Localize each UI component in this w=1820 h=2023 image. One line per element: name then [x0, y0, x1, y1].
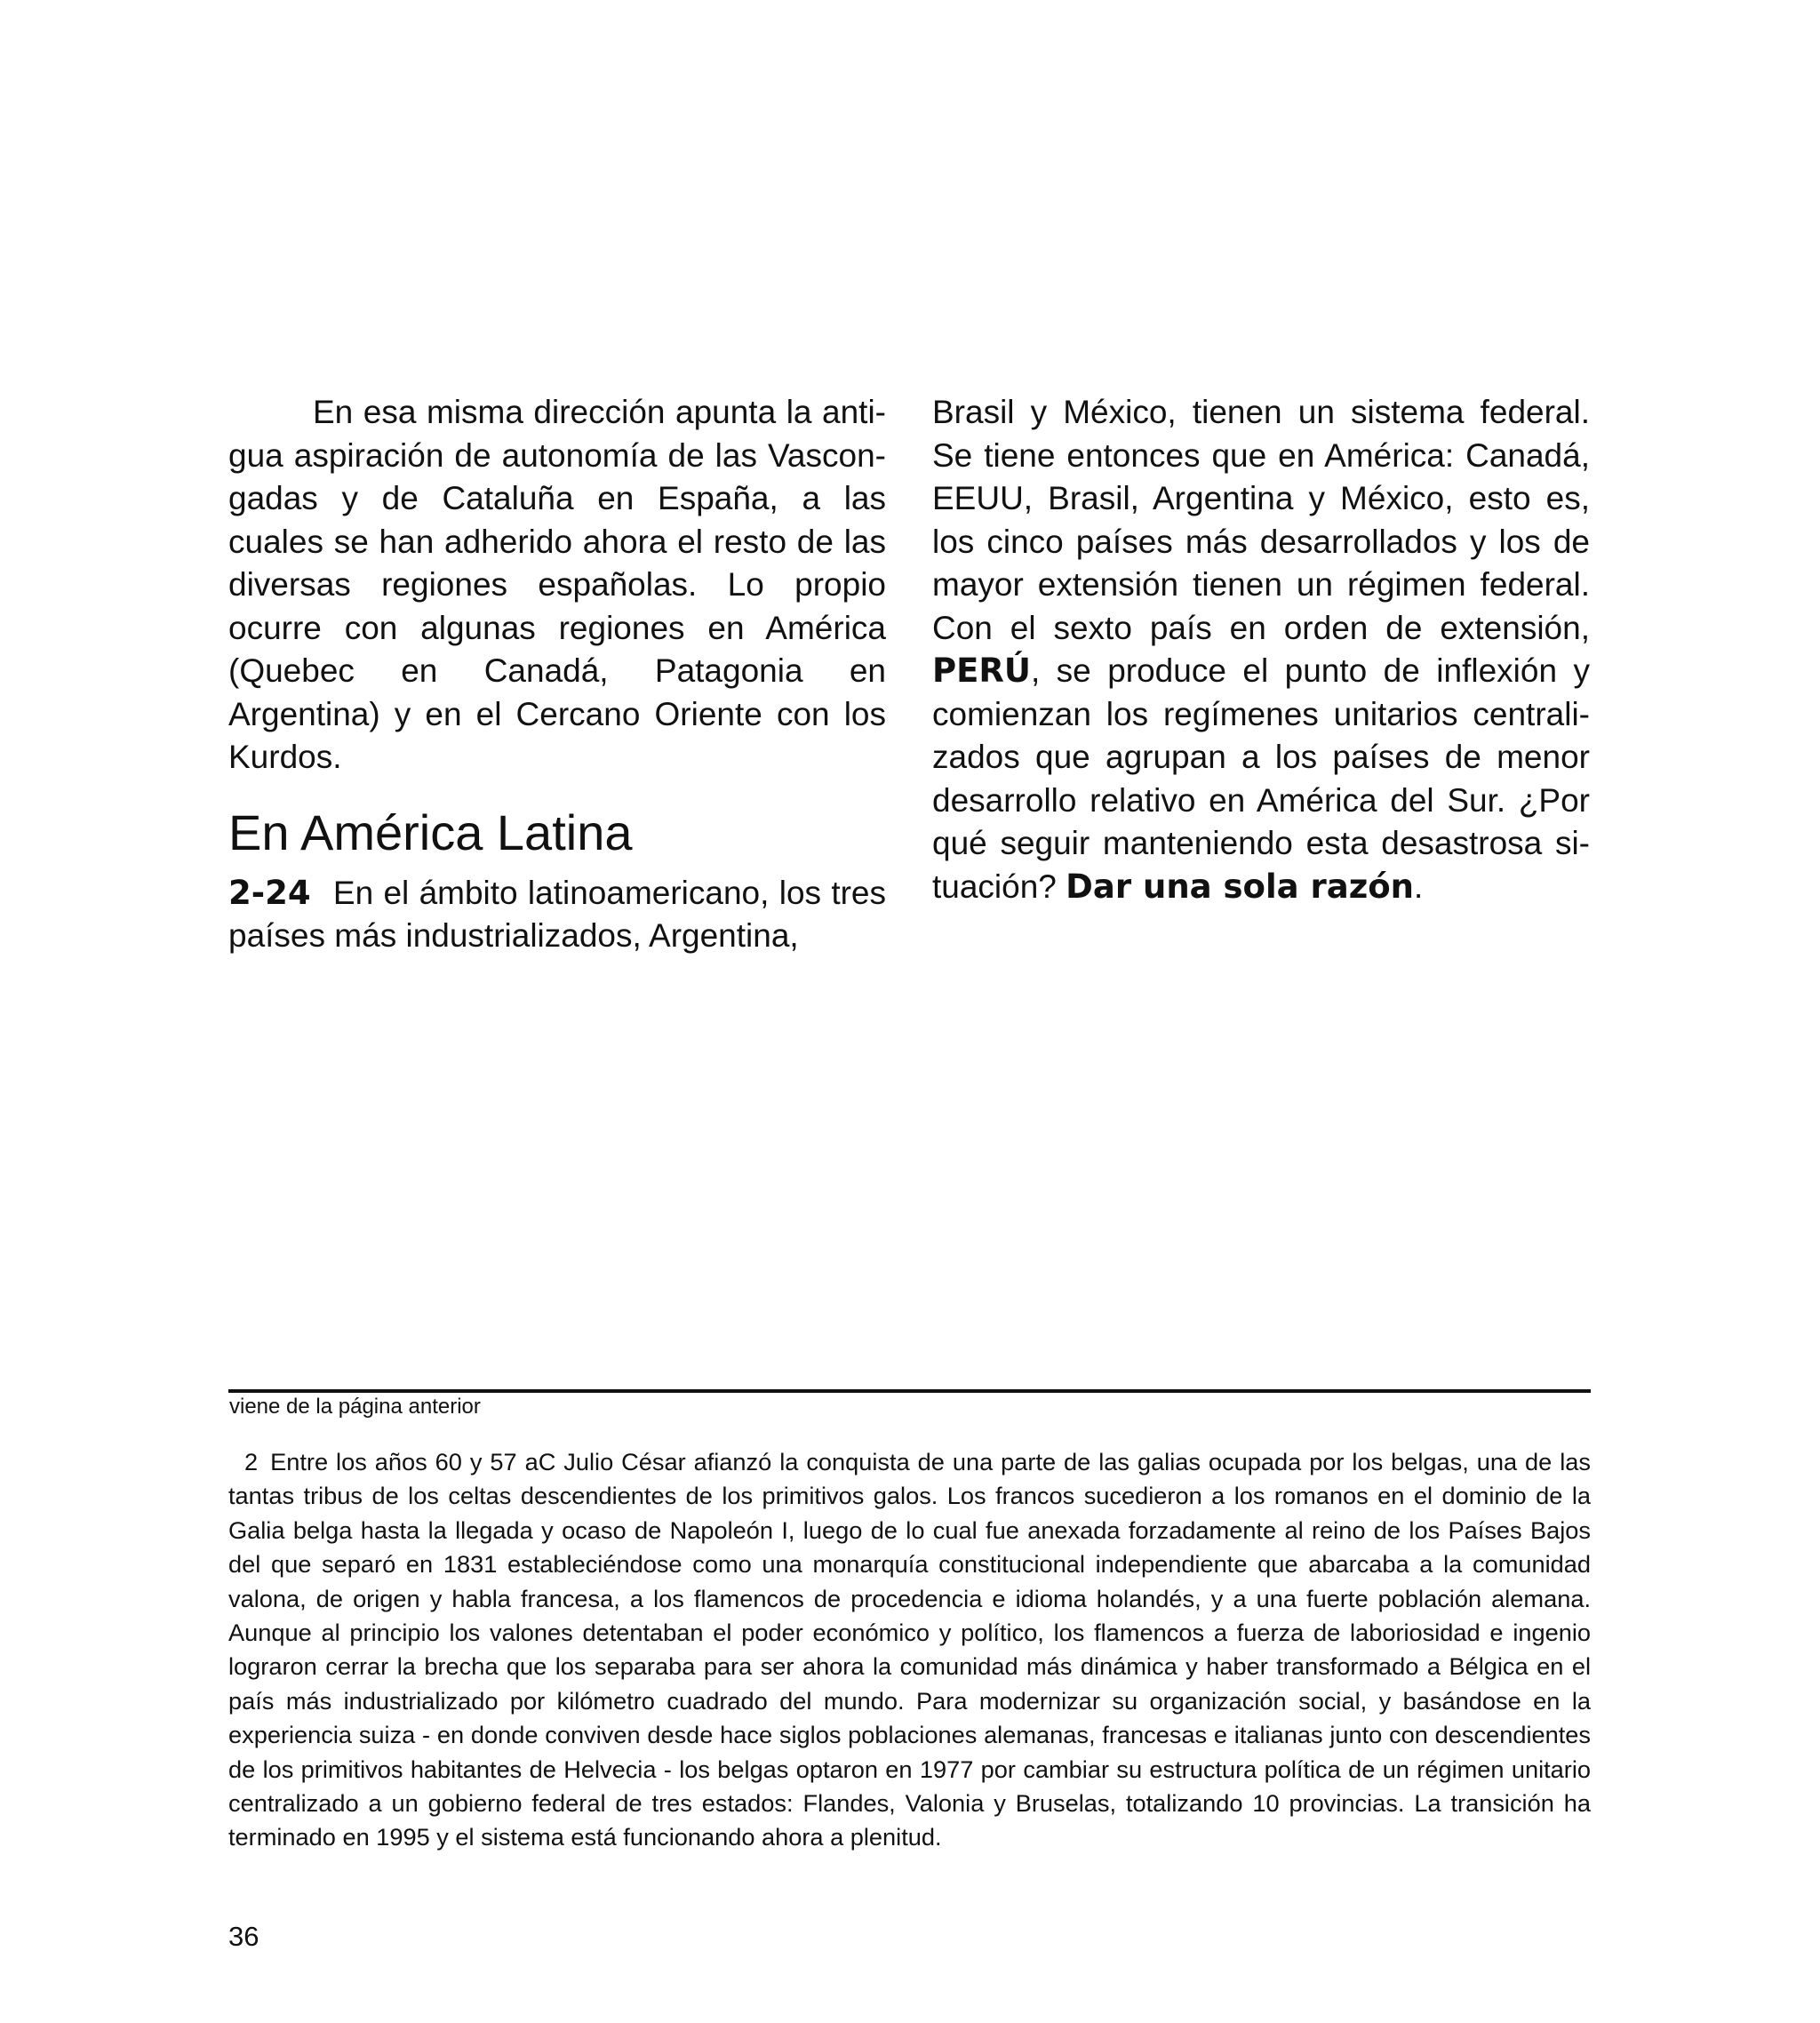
section-heading: En América Latina	[228, 804, 633, 860]
text-after-bold: , se produce el punto de inflexión y comienzan los regímenes unitarios centralizados que agrupan a los países de menor desarrollo relativo en América del Sur. ¿Por qué seguir manteniendo esta desastrosa situación?	[932, 652, 1590, 905]
page-number: 36	[228, 1921, 259, 1952]
footnote-marker: 2	[244, 1448, 259, 1475]
footnote-paragraph	[228, 1445, 1591, 1855]
paragraph-number: 2-24	[228, 873, 311, 912]
paragraph-2-24-continued	[932, 391, 1590, 908]
intro-paragraph: En esa misma dirección apunta la antigua aspiración de autonomía de las Vascongadas y de Cataluña en España, a las cuales se han adherido ahora el resto de las diversas regiones españolas. Lo propio ocurre con algunas regiones en América (Quebec en Canadá, Patagonia en Argentina) y en el Cercano Oriente con los Kurdos.	[228, 394, 886, 775]
paragraph-2-24	[228, 872, 886, 958]
footnote-continued-label: viene de la página anterior	[229, 1395, 481, 1419]
bold-country: PERÚ	[932, 652, 1031, 690]
right-column	[932, 391, 1590, 908]
bold-instruction: Dar una sola razón	[1066, 867, 1414, 906]
footnote	[228, 1445, 1591, 1855]
footnote-text: Entre los años 60 y 57 aC Julio César afianzó la conquista de una parte de las galias ocupada por los belgas, una de las tantas tribus de los celtas descendientes de los primitivos galos. Los francos sucedieron a los romanos en el dominio de la Galia belga hasta la llegada y ocaso de Napoleón I, luego de lo cual fue anexada forzadamente al reino de los Países Bajos del que separó en 1831 estableciéndose como una monarquía constitucional independiente que abarcaba a la comunidad valona, de origen y habla francesa, a los flamencos de procedencia e idioma holandés, y a una fuerte población alemana. Aunque al principio los valones detentaban el poder económico y político, los flamencos a fuerza de laboriosidad e ingenio lograron cerrar la brecha que los separaba para ser ahora la comunidad más dinámica y haber transformado a Bélgica en el país más industrializado por kilómetro cuadrado del mundo. Para modernizar su organización social, y basándose en la experiencia suiza - en donde conviven desde hace siglos poblaciones alemanas, francesas e italianas junto con descendientes de los primitivos habitantes de Helvecia - los belgas optaron en 1977 por cambiar su estructura política de un régimen unitario centralizado a un gobierno federal de tres estados: Flandes, Valonia y Bruselas, totalizando 10 provincias. La transición ha terminado en 1995 y el sistema está funcionando ahora a plenitud.	[228, 1448, 1591, 1851]
text-before-bold: Brasil y México, tienen un sistema federal. Se tiene entonces que en América: Canadá, EEUU, Brasil, Argentina y México, esto es, los cinco países más desarrollados y los de mayor extensión tienen un régimen federal. Con el sexto país en orden de extensión,	[932, 394, 1590, 646]
closing-period: .	[1414, 868, 1424, 905]
left-column	[228, 391, 886, 958]
paragraph-2-24-start: En el ámbito latinoamericano, los tres países más industrializados, Argentina,	[228, 874, 887, 954]
